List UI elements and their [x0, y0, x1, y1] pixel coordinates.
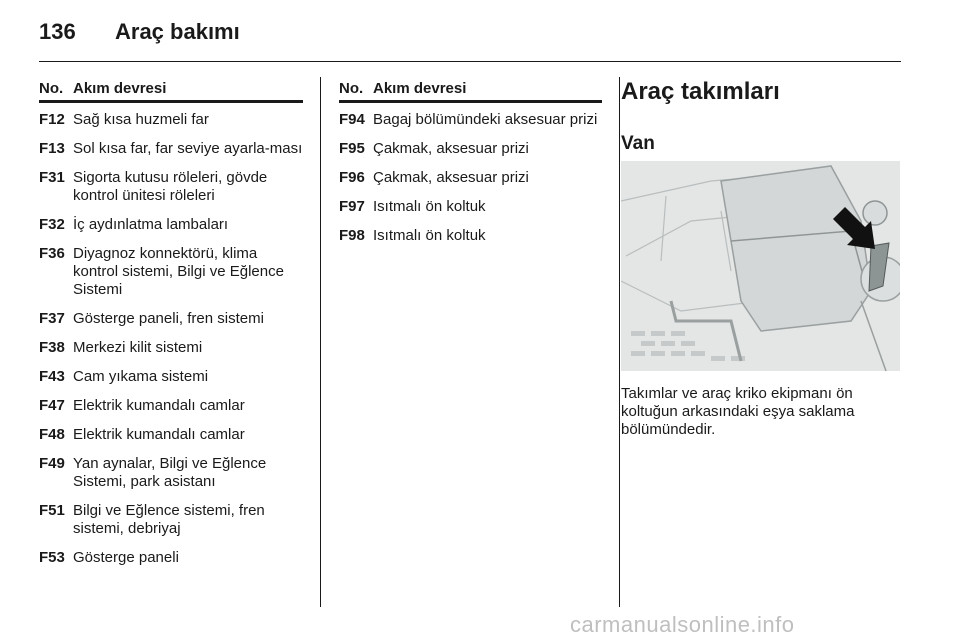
page-header: [39, 19, 240, 45]
table-header: [39, 80, 303, 100]
fuse-number: F96: [339, 169, 365, 186]
fuse-number: F13: [39, 140, 65, 157]
fuse-table-right: [339, 80, 602, 256]
circuit-description: Merkezi kilit sistemi: [73, 339, 203, 356]
column-header-circuit: Akım devresi: [73, 80, 167, 97]
header-rule: [39, 61, 901, 62]
column-header-no: No.: [39, 80, 64, 97]
page-number: 136: [39, 19, 76, 44]
table-row: [39, 426, 303, 444]
column-header-circuit: Akım devresi: [373, 80, 467, 97]
table-row: [39, 310, 303, 328]
fuse-table-left: [39, 80, 303, 578]
fuse-number: F94: [339, 111, 365, 128]
fuse-number: F47: [39, 397, 65, 414]
circuit-description: Isıtmalı ön koltuk: [373, 227, 486, 244]
section-caption: Takımlar ve araç kriko ekipmanı ön koltuğun arkasındaki eşya saklama bölümündedir.: [621, 385, 855, 438]
circuit-description: Sigorta kutusu röleleri, gövde kontrol ünitesi röleleri: [73, 169, 268, 204]
seat-storage-illustration: [621, 161, 900, 371]
fuse-number: F49: [39, 455, 65, 472]
table-row: [39, 339, 303, 357]
table-row: [339, 111, 602, 129]
fuse-number: F36: [39, 245, 65, 262]
table-header: [339, 80, 602, 100]
circuit-description: Çakmak, aksesuar prizi: [373, 140, 529, 157]
fuse-number: F53: [39, 549, 65, 566]
column-header-no: No.: [339, 80, 364, 97]
circuit-description: Yan aynalar, Bilgi ve Eğlence Sistemi, park asistanı: [73, 455, 267, 490]
fuse-number: F31: [39, 169, 65, 186]
table-row: [339, 140, 602, 158]
table-row: [39, 397, 303, 415]
table-row: [39, 502, 303, 538]
circuit-description: Elektrik kumandalı camlar: [73, 397, 245, 414]
section-title: Araç takımları: [621, 78, 780, 105]
table-row: [39, 245, 303, 299]
column-divider: [619, 77, 620, 607]
table-row: [39, 111, 303, 129]
circuit-description: Diyagnoz konnektörü, klima kontrol sistemi, Bilgi ve Eğlence Sistemi: [73, 245, 284, 298]
fuse-number: F43: [39, 368, 65, 385]
table-row: [39, 140, 303, 158]
fuse-number: F98: [339, 227, 365, 244]
circuit-description: Isıtmalı ön koltuk: [373, 198, 486, 215]
circuit-description: Sağ kısa huzmeli far: [73, 111, 209, 128]
fuse-number: F51: [39, 502, 65, 519]
circuit-description: Sol kısa far, far seviye ayarla-ması: [73, 140, 303, 157]
seat-storage-photo: [621, 161, 900, 371]
table-row: [39, 549, 303, 567]
circuit-description: Gösterge paneli, fren sistemi: [73, 310, 264, 327]
table-body: [39, 111, 303, 567]
table-row: [339, 227, 602, 245]
table-row: [39, 169, 303, 205]
circuit-description: İç aydınlatma lambaları: [73, 216, 229, 233]
fuse-number: F97: [339, 198, 365, 215]
table-body: [339, 111, 602, 245]
section-subtitle: Van: [621, 133, 655, 154]
table-row: [339, 198, 602, 216]
table-row: [39, 455, 303, 491]
table-row: [39, 368, 303, 386]
table-header-rule: [339, 100, 602, 103]
fuse-number: F48: [39, 426, 65, 443]
watermark: carmanualsonline.info: [570, 612, 795, 637]
fuse-number: F12: [39, 111, 65, 128]
circuit-description: Bagaj bölümündeki aksesuar prizi: [373, 111, 598, 128]
column-divider: [320, 77, 321, 607]
fuse-number: F38: [39, 339, 65, 356]
circuit-description: Çakmak, aksesuar prizi: [373, 169, 529, 186]
fuse-number: F37: [39, 310, 65, 327]
table-header-rule: [39, 100, 303, 103]
circuit-description: Elektrik kumandalı camlar: [73, 426, 245, 443]
circuit-description: Gösterge paneli: [73, 549, 179, 566]
page-title: Araç bakımı: [115, 19, 240, 44]
circuit-description: Bilgi ve Eğlence sistemi, fren sistemi, debriyaj: [73, 502, 265, 537]
table-row: [39, 216, 303, 234]
fuse-number: F32: [39, 216, 65, 233]
circuit-description: Cam yıkama sistemi: [73, 368, 209, 385]
table-row: [339, 169, 602, 187]
fuse-number: F95: [339, 140, 365, 157]
